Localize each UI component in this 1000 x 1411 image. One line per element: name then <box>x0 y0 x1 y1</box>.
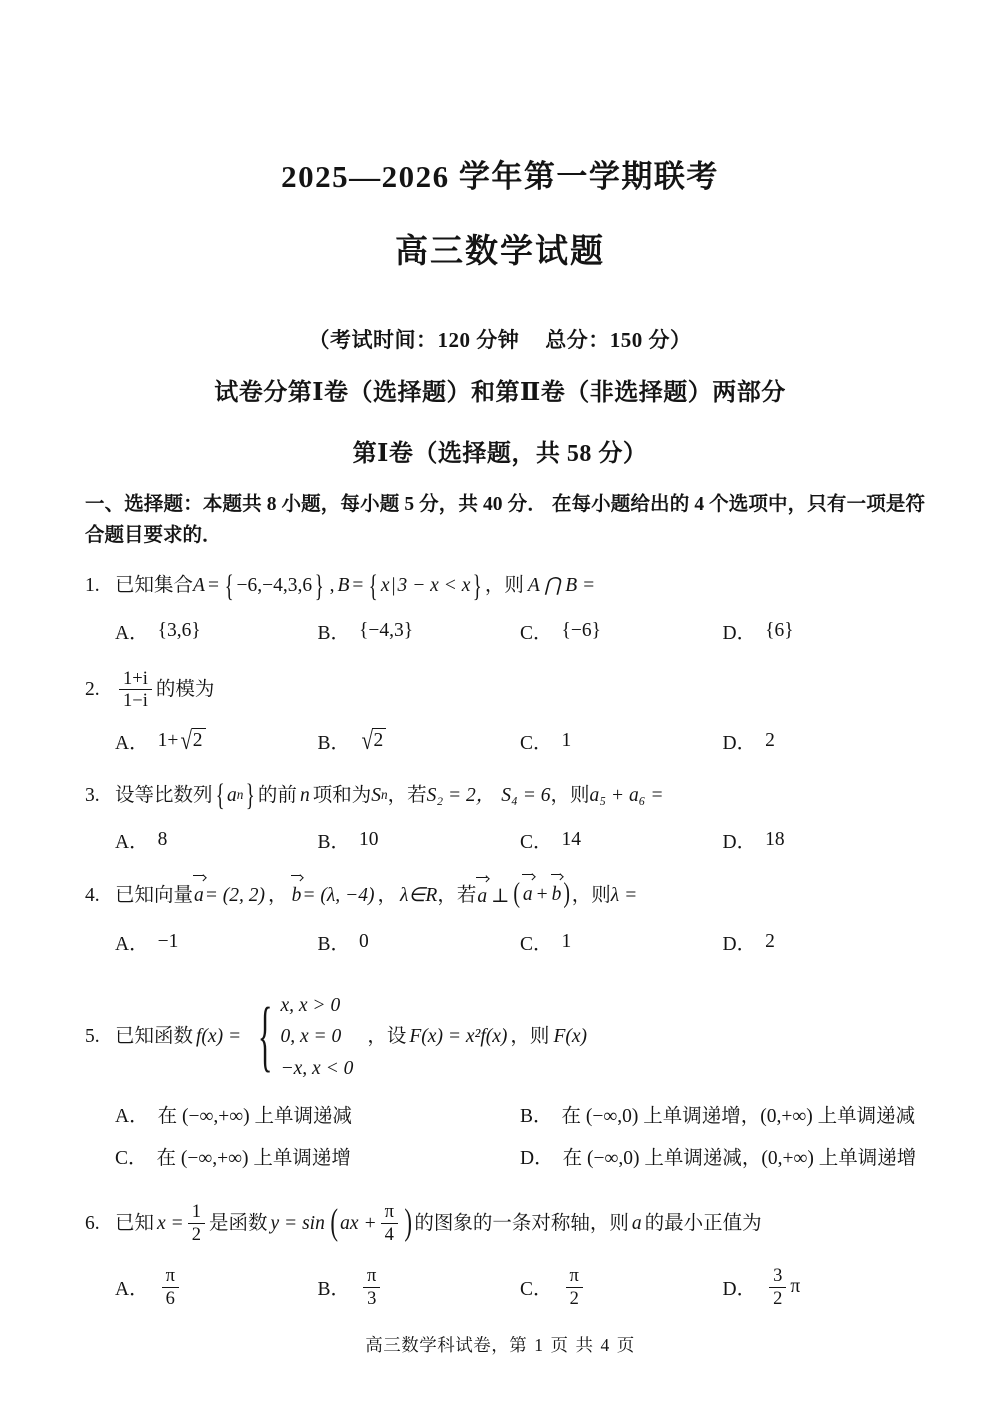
piecewise-case-3: −x, x < 0 <box>280 1057 354 1079</box>
set-a-symbol: A <box>193 575 205 597</box>
var-n: n <box>299 784 310 806</box>
half-fraction: $\frac{1}{2}$ <box>188 1202 205 1244</box>
page-subtitle: 高三数学试题 <box>395 233 605 270</box>
stem-text-1: 已知向量 <box>115 885 194 907</box>
exam-time-label: （考试时间：120 分钟 <box>308 327 520 352</box>
option-c[interactable]: C． 14 <box>520 828 582 853</box>
option-c[interactable]: C． 在 (−∞,+∞) 上单调递增 <box>115 1148 351 1170</box>
question-tail: 的模为 <box>155 678 215 700</box>
question-6 <box>85 1170 925 1244</box>
set-b-symbol: B <box>337 575 350 597</box>
stem-text-1: 设等比数列 <box>115 784 213 806</box>
option-b[interactable]: B． $\frac{\pi}{3}$ <box>318 1266 521 1308</box>
stem-text-3: ，则 <box>510 1026 550 1048</box>
question-number: 3. <box>85 784 100 806</box>
question-2-options <box>85 711 925 755</box>
stem-text-5: ，则 <box>550 784 590 806</box>
footer-page-label: 页 <box>550 1335 569 1355</box>
stem-text-1: 已知 <box>115 1212 155 1234</box>
set-b-braces: { x | 3 − x < x } <box>369 568 483 603</box>
exam-meta <box>0 272 1000 354</box>
stem-text-2: 是函数 <box>208 1212 268 1234</box>
question-stem-lead: 已知集合 <box>115 575 194 597</box>
option-d[interactable]: D． $\frac{3}{2}$ π <box>722 1265 801 1309</box>
question-number: 2. <box>85 678 100 700</box>
option-a[interactable]: A． 8 <box>115 828 168 853</box>
option-c[interactable]: C． {−6} <box>520 619 601 644</box>
question-number: 5. <box>85 1026 100 1048</box>
option-d[interactable]: D． 2 <box>722 729 775 754</box>
sine-argument: ( ax + $\frac{\pi}{4}$ ) <box>330 1201 412 1245</box>
option-b[interactable]: B． {−4,3} <box>317 619 414 644</box>
questions-container <box>0 468 1000 1308</box>
vector-a-value: = (2, 2) <box>204 885 266 907</box>
footer-pages-unit: 页 <box>616 1335 635 1355</box>
piecewise-function: { x, x > 0 0, x = 0 −x, x < 0 <box>246 990 353 1085</box>
option-d[interactable]: D． {6} <box>722 619 794 644</box>
question-number: 4. <box>85 885 100 907</box>
sine-arg-linear: ax + <box>340 1212 377 1234</box>
question-result-expr: F(x) <box>553 1026 587 1048</box>
footer-page-number: 1 <box>534 1335 544 1355</box>
pi-over-four: $\frac{\pi}{4}$ <box>381 1202 398 1244</box>
question-6-options <box>85 1244 925 1308</box>
question-4: 4. 已知向量 a = (2, 2) ， b = (λ, −4) ， λ∈R ，若 a ⊥ ( a + b ) ，则 λ = <box>85 854 925 912</box>
function-f-of-x: f(x) = <box>196 1026 242 1048</box>
complex-fraction <box>119 669 152 711</box>
stem-text-3: 项和为 <box>312 784 372 806</box>
piecewise-case-1: x, x > 0 <box>280 994 341 1016</box>
sqrt-icon: √ 2 <box>360 728 386 753</box>
sqrt-icon: √ 2 <box>179 728 205 753</box>
question-5-options-row-2 <box>85 1128 925 1170</box>
question-result-expr: λ = <box>610 885 638 907</box>
lambda-domain: λ∈R <box>399 885 438 907</box>
question-5 <box>85 956 925 1085</box>
option-a[interactable]: A． $\frac{\pi}{6}$ <box>115 1266 318 1308</box>
sequence-braces: { a n } <box>215 777 256 812</box>
page-title: 2025—2026 学年第一学期联考 <box>281 159 719 194</box>
set-a-elements: −6,−4,3,6 <box>236 575 313 597</box>
stem-text-4: ，若 <box>387 784 427 806</box>
option-a[interactable]: A． −1 <box>115 930 179 955</box>
footer-doc-name: 高三数学科试卷，第 <box>365 1335 528 1355</box>
stem-text-1: 已知函数 <box>115 1026 194 1048</box>
vector-b-symbol: b <box>291 881 303 910</box>
question-4-options <box>85 912 925 956</box>
option-d[interactable]: D． 在 (−∞,0) 上单调递减，(0,+∞) 上单调递增 <box>520 1148 917 1170</box>
condition-1: S₂ = 2， <box>426 784 496 806</box>
option-c[interactable]: C． 1 <box>520 729 572 754</box>
x-equals: x = <box>157 1212 184 1234</box>
vector-a-symbol: a <box>193 881 205 910</box>
question-1: 1. 已知集合 A = { −6,−4,3,6 } , B = { x | 3 − x < x } ，则 A ⋂ B = <box>85 568 596 603</box>
option-c[interactable]: C． 1 <box>520 930 572 955</box>
fraction-denominator: 1−i <box>119 689 152 710</box>
option-c[interactable]: C． $\frac{\pi}{2}$ <box>520 1266 723 1308</box>
stem-text-2: 的前 <box>257 784 297 806</box>
condition-2: S₄ = 6 <box>501 784 551 806</box>
paper-structure-note: 试卷分第Ⅰ卷（选择题）和第Ⅱ卷（非选择题）两部分 <box>214 379 786 406</box>
section-one-title: 第Ⅰ卷（选择题，共 58 分） <box>352 440 648 467</box>
set-a-braces: { −6,−4,3,6 } <box>224 568 324 603</box>
intersection-expression: A ⋂ B = <box>527 575 596 597</box>
stem-text-2: ，设 <box>367 1026 407 1048</box>
section-instructions: 一、选择题：本题共 8 小题，每小题 5 分，共 40 分． 在每小题给出的 4 个选项中，只有一项是符合题目要求的． <box>85 493 925 546</box>
question-3: 3. 设等比数列 { a n } 的前 n 项和为 S n ，若 S₂ = 2， S₄ = 6 ，则 a₅ + a₆ = <box>85 777 664 812</box>
option-a[interactable]: A． {3,6} <box>115 619 201 644</box>
piecewise-case-2: 0, x = 0 <box>280 1026 342 1048</box>
question-number: 6. <box>85 1212 100 1234</box>
question-5-options-row-1 <box>85 1084 925 1128</box>
option-d[interactable]: D． 2 <box>722 930 775 955</box>
sum-symbol: S <box>371 784 381 806</box>
question-number: 1. <box>85 575 100 597</box>
page-footer <box>0 1332 1000 1357</box>
option-a[interactable]: A． 在 (−∞,+∞) 上单调递减 <box>115 1106 353 1128</box>
option-b[interactable]: B． 在 (−∞,0) 上单调递增，(0,+∞) 上单调递减 <box>520 1106 916 1128</box>
stem-text-2: ，若 <box>437 885 477 907</box>
vector-b-value: = (λ, −4) <box>302 885 375 907</box>
option-b[interactable]: B． 0 <box>317 930 369 955</box>
y-equals-sin: y = sin <box>270 1212 325 1234</box>
question-3-options <box>85 810 925 854</box>
fraction-numerator: 1+i <box>123 667 148 689</box>
function-big-F: F(x) = x²f(x) <box>409 1026 508 1048</box>
stem-text-4: 的最小正值为 <box>644 1212 762 1234</box>
stem-text-3: ，则 <box>571 885 611 907</box>
stem-text-3: 的图象的一条对称轴，则 <box>414 1212 629 1234</box>
footer-total-pages: 4 <box>600 1335 610 1355</box>
question-1-options <box>85 601 925 645</box>
question-result-expr: a₅ + a₆ = <box>589 784 664 806</box>
question-connector: ，则 <box>484 575 524 597</box>
option-d[interactable]: D． 18 <box>722 828 785 853</box>
option-b[interactable]: B． √ 2 <box>318 727 521 755</box>
set-b-condition: 3 − x < x <box>397 575 471 597</box>
exam-total-score-label: 总分：150 分） <box>545 327 692 352</box>
var-a: a <box>631 1212 642 1234</box>
question-2 <box>85 645 925 711</box>
option-a[interactable]: A． 1+ √ 2 <box>115 727 318 755</box>
perpendicular-expression: a ⊥ ( a + b ) <box>476 880 571 912</box>
footer-of-label: 共 <box>575 1335 594 1355</box>
set-b-element-var: x <box>380 575 390 597</box>
option-b[interactable]: B． 10 <box>317 828 379 853</box>
